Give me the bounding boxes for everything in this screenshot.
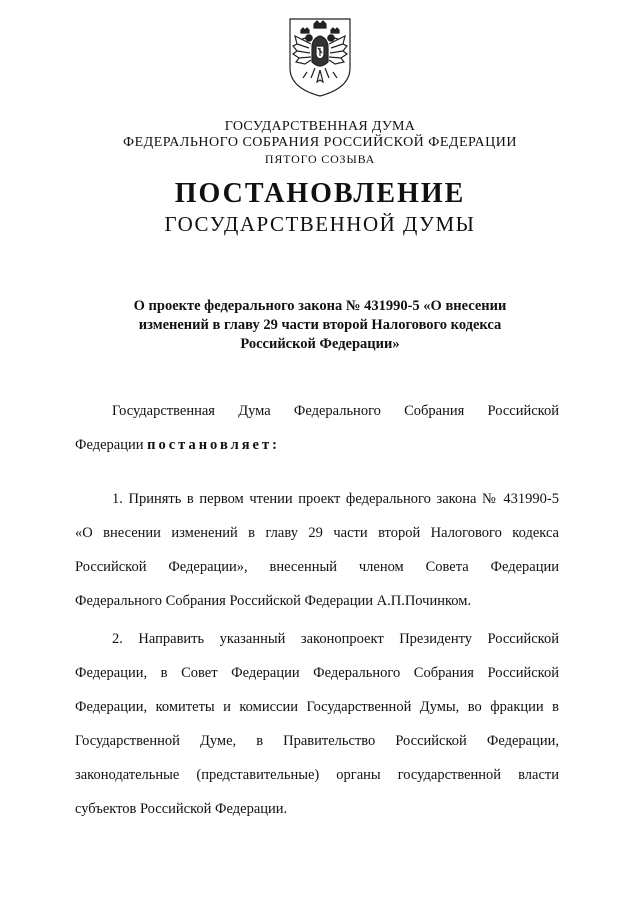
text-line bbox=[75, 435, 559, 469]
document-issuer: ГОСУДАРСТВЕННОЙ ДУМЫ bbox=[164, 212, 476, 236]
paragraph-1 bbox=[75, 489, 559, 625]
subject-line: изменений в главу 29 части второй Налогового кодекса bbox=[138, 317, 502, 333]
document-subject bbox=[110, 297, 530, 354]
resolves-word: постановляет: bbox=[147, 437, 280, 453]
preamble bbox=[75, 401, 559, 469]
organization-name: ГОСУДАРСТВЕННАЯ ДУМА bbox=[224, 119, 416, 134]
preamble-start: Федерации bbox=[75, 437, 144, 453]
russian-coat-of-arms-icon bbox=[287, 16, 353, 98]
text-line: законодательные (представительные) органы государственной власти bbox=[75, 767, 559, 783]
subject-line: О проекте федерального закона № 431990-5 «О внесении bbox=[133, 298, 507, 314]
text-line: Федерации, комитеты и комиссии Государственной Думы, во фракции в bbox=[75, 699, 559, 715]
text-line: Государственная Дума Федерального Собрания Российской bbox=[112, 403, 559, 419]
text-line: Федерации, в Совет Федерации Федерального Собрания Российской bbox=[75, 665, 559, 681]
text-line: Государственной Думе, в Правительство Российской Федерации, bbox=[75, 733, 559, 749]
text-line: 2. Направить указанный законопроект Президенту Российской bbox=[112, 631, 559, 647]
text-line: субъектов Российской Федерации. bbox=[75, 801, 288, 817]
text-line: Федерального Собрания Российской Федерации А.П.Починком. bbox=[75, 593, 472, 609]
paragraph-2 bbox=[75, 629, 559, 833]
convocation: ПЯТОГО СОЗЫВА bbox=[264, 152, 376, 166]
subject-line: Российской Федерации» bbox=[240, 336, 400, 352]
text-line: Российской Федерации», внесенный членом Совета Федерации bbox=[75, 559, 559, 575]
document-type: ПОСТАНОВЛЕНИЕ bbox=[174, 178, 466, 209]
organization-full-name: ФЕДЕРАЛЬНОГО СОБРАНИЯ РОССИЙСКОЙ ФЕДЕРАЦИИ bbox=[123, 135, 517, 150]
text-line: «О внесении изменений в главу 29 части второй Налогового кодекса bbox=[75, 525, 559, 541]
text-line: 1. Принять в первом чтении проект федерального закона № 431990-5 bbox=[112, 491, 559, 507]
